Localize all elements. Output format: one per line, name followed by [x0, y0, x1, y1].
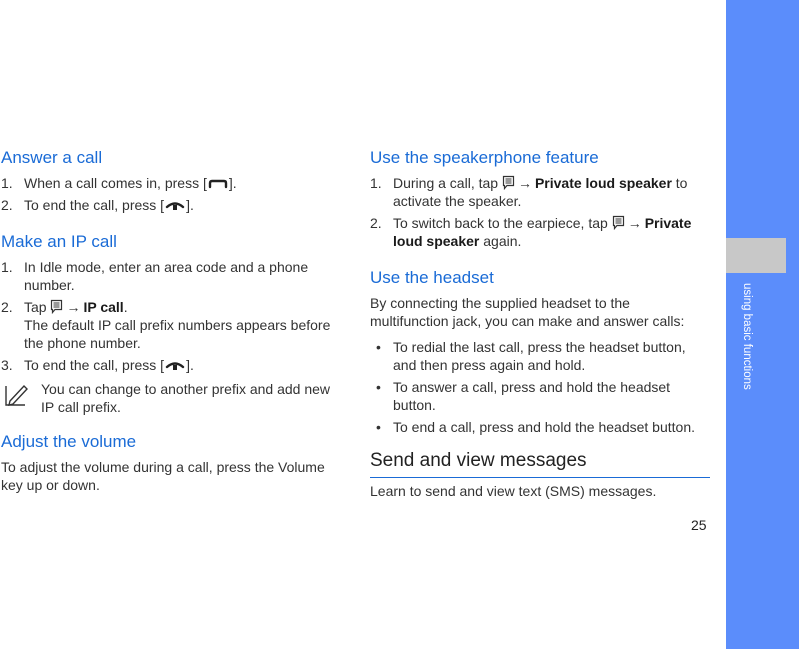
- step-text-end: ].: [186, 197, 194, 213]
- page-number: 25: [691, 517, 707, 533]
- ip-call-heading: Make an IP call: [1, 232, 117, 251]
- bullet-text: To answer a call, press and hold the headset button.: [393, 379, 671, 413]
- step-text-end: .: [123, 299, 128, 315]
- sidebar-band: [726, 0, 799, 649]
- step-text-end: again.: [479, 233, 522, 249]
- note-text: You can change to another prefix and add new IP call prefix.: [41, 381, 331, 415]
- speakerphone-steps: [370, 174, 710, 250]
- headset-bullets: [370, 338, 710, 436]
- step-text: To end the call, press [: [24, 197, 165, 213]
- bullet-glyph: •: [376, 419, 381, 435]
- step-text: Tap: [24, 299, 47, 315]
- adjust-volume-text: To adjust the volume during a call, press the Volume key up or down.: [1, 459, 325, 493]
- list-item: [370, 418, 710, 436]
- end-key-icon: [165, 200, 185, 212]
- list-item: [1, 174, 341, 192]
- arrow-glyph: →: [627, 215, 642, 231]
- list-item: [1, 258, 341, 294]
- messages-text: Learn to send and view text (SMS) messages.: [370, 483, 657, 499]
- speakerphone-heading: Use the speakerphone feature: [370, 148, 599, 167]
- bullet-glyph: •: [376, 379, 381, 395]
- step-text-end: ].: [228, 175, 237, 191]
- step-number: 1.: [370, 175, 382, 191]
- step-text: When a call comes in, press [: [24, 175, 207, 191]
- menu-option-private-loud-speaker: Private loud speaker: [534, 175, 672, 191]
- adjust-volume-heading: Adjust the volume: [1, 432, 137, 451]
- step-subtext: The default IP call prefix numbers appears before the phone number.: [24, 317, 331, 351]
- bullet-glyph: •: [376, 339, 381, 355]
- left-column: [1, 146, 341, 494]
- list-item: [370, 174, 710, 210]
- answer-call-heading: Answer a call: [1, 148, 103, 167]
- right-column: [370, 146, 710, 500]
- step-text: To switch back to the earpiece, tap: [393, 215, 608, 231]
- headset-heading: Use the headset: [370, 268, 494, 287]
- arrow-glyph: →: [517, 175, 532, 191]
- step-text-end: ].: [186, 357, 194, 373]
- list-item: [370, 214, 710, 250]
- arrow-glyph: →: [66, 299, 81, 315]
- ip-call-steps: [1, 258, 341, 374]
- menu-icon: [612, 215, 625, 230]
- menu-icon: [502, 175, 515, 190]
- step-number: 2.: [1, 197, 13, 213]
- menu-icon: [50, 299, 63, 314]
- step-text: To end the call, press [: [24, 357, 165, 373]
- step-number: 2.: [1, 299, 13, 315]
- list-item: [1, 298, 341, 352]
- menu-option-ip-call: IP call: [83, 299, 124, 315]
- sidebar-chapter-label: using basic functions: [741, 283, 753, 390]
- list-item: [1, 356, 341, 374]
- step-text-end: to activate the speaker.: [393, 175, 688, 209]
- step-text: In Idle mode, enter an area code and a phone number.: [24, 259, 309, 293]
- step-text: During a call, tap: [393, 175, 499, 191]
- messages-heading: Send and view messages: [370, 448, 710, 478]
- end-key-icon: [165, 360, 185, 372]
- note-box: [1, 380, 341, 416]
- list-item: [1, 196, 341, 214]
- call-key-icon: [208, 178, 228, 190]
- list-item: [370, 378, 710, 414]
- bullet-text: To end a call, press and hold the headset button.: [393, 419, 695, 435]
- step-number: 1.: [1, 175, 13, 191]
- step-number: 1.: [1, 259, 13, 275]
- menu-option-private-loud-speaker: Private loud speaker: [393, 215, 692, 249]
- bullet-text: To redial the last call, press the headset button, and then press again and hold.: [393, 339, 686, 373]
- headset-intro: By connecting the supplied headset to the multifunction jack, you can make and answer calls:: [370, 295, 685, 329]
- note-pencil-icon: [3, 382, 29, 408]
- step-number: 3.: [1, 357, 13, 373]
- list-item: [370, 338, 710, 374]
- step-number: 2.: [370, 215, 382, 231]
- answer-call-steps: [1, 174, 341, 214]
- sidebar-tab: [726, 238, 786, 273]
